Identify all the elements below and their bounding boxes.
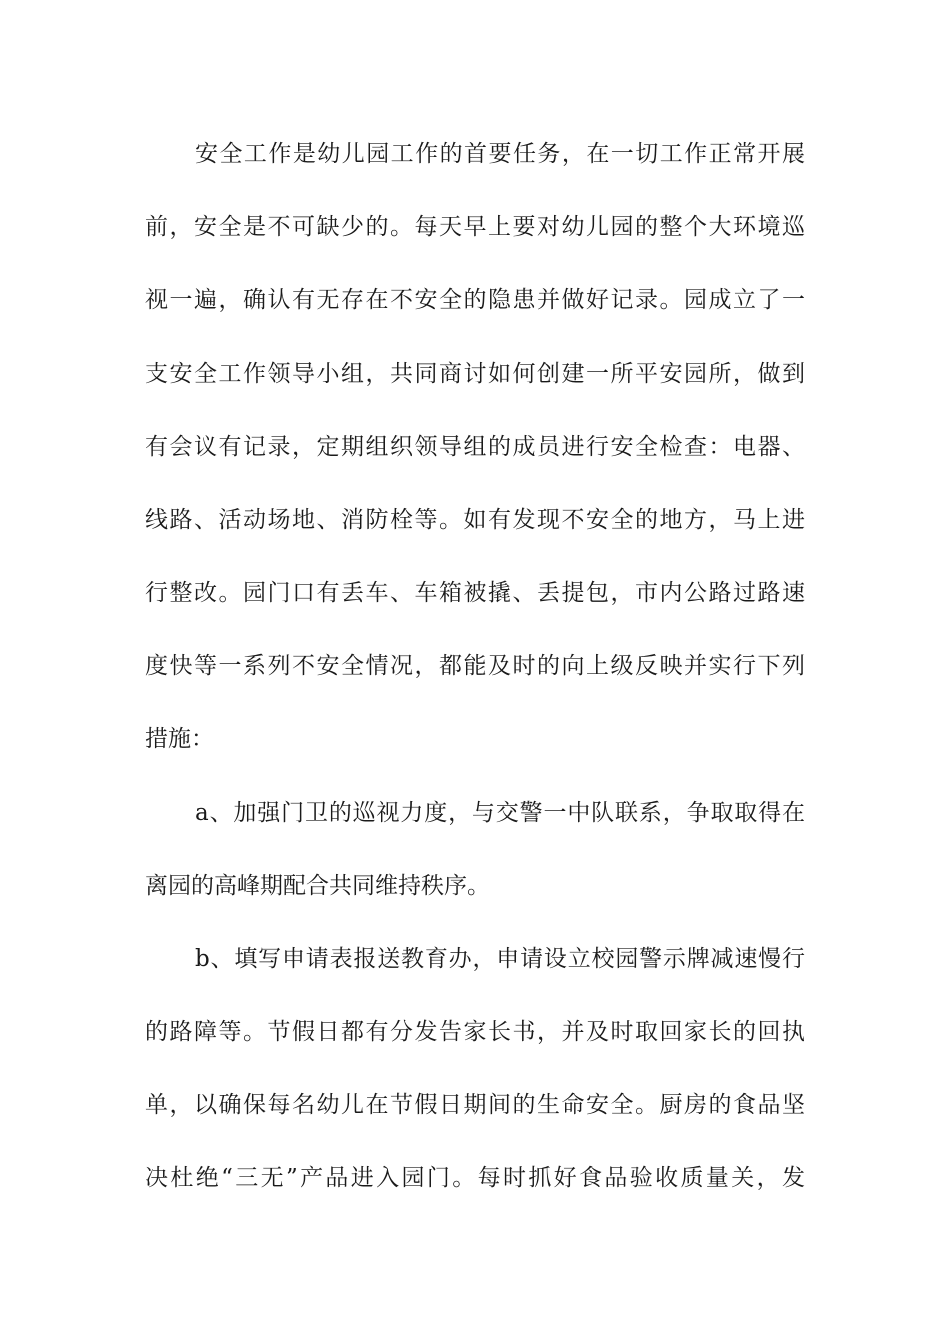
paragraph-1-line-9: 措施： (145, 726, 214, 752)
paragraph-1-line-4: 支安全工作领导小组，共同商讨如何创建一所平安园所，做到 (145, 361, 805, 387)
paragraph-1-line-2: 前，安全是不可缺少的。每天早上要对幼儿园的整个大环境巡 (145, 214, 805, 240)
paragraph-1-line-8: 度快等一系列不安全情况，都能及时的向上级反映并实行下列 (145, 653, 805, 679)
paragraph-1-line-5: 有会议有记录，定期组织领导组的成员进行安全检查：电器、 (145, 434, 805, 460)
paragraph-1-line-1: 安全工作是幼儿园工作的首要任务，在一切工作正常开展 (195, 141, 805, 167)
paragraph-3-line-1: b、填写申请表报送教育办，申请设立校园警示牌减速慢行 (195, 946, 805, 972)
paragraph-2-line-1: a、加强门卫的巡视力度，与交警一中队联系，争取取得在 (195, 800, 805, 826)
paragraph-1-line-6: 线路、活动场地、消防栓等。如有发现不安全的地方，马上进 (145, 507, 805, 533)
paragraph-2-line-2: 离园的高峰期配合共同维持秩序。 (145, 873, 490, 899)
paragraph-1-line-7: 行整改。园门口有丢车、车箱被撬、丢提包，市内公路过路速 (145, 580, 805, 606)
paragraph-3-line-2: 的路障等。节假日都有分发告家长书，并及时取回家长的回执 (145, 1019, 805, 1045)
paragraph-3-line-4: 决杜绝“三无”产品进入园门。每时抓好食品验收质量关，发 (145, 1165, 805, 1191)
paragraph-3-line-3: 单，以确保每名幼儿在节假日期间的生命安全。厨房的食品坚 (145, 1092, 805, 1118)
paragraph-1-line-3: 视一遍，确认有无存在不安全的隐患并做好记录。园成立了一 (145, 287, 805, 313)
